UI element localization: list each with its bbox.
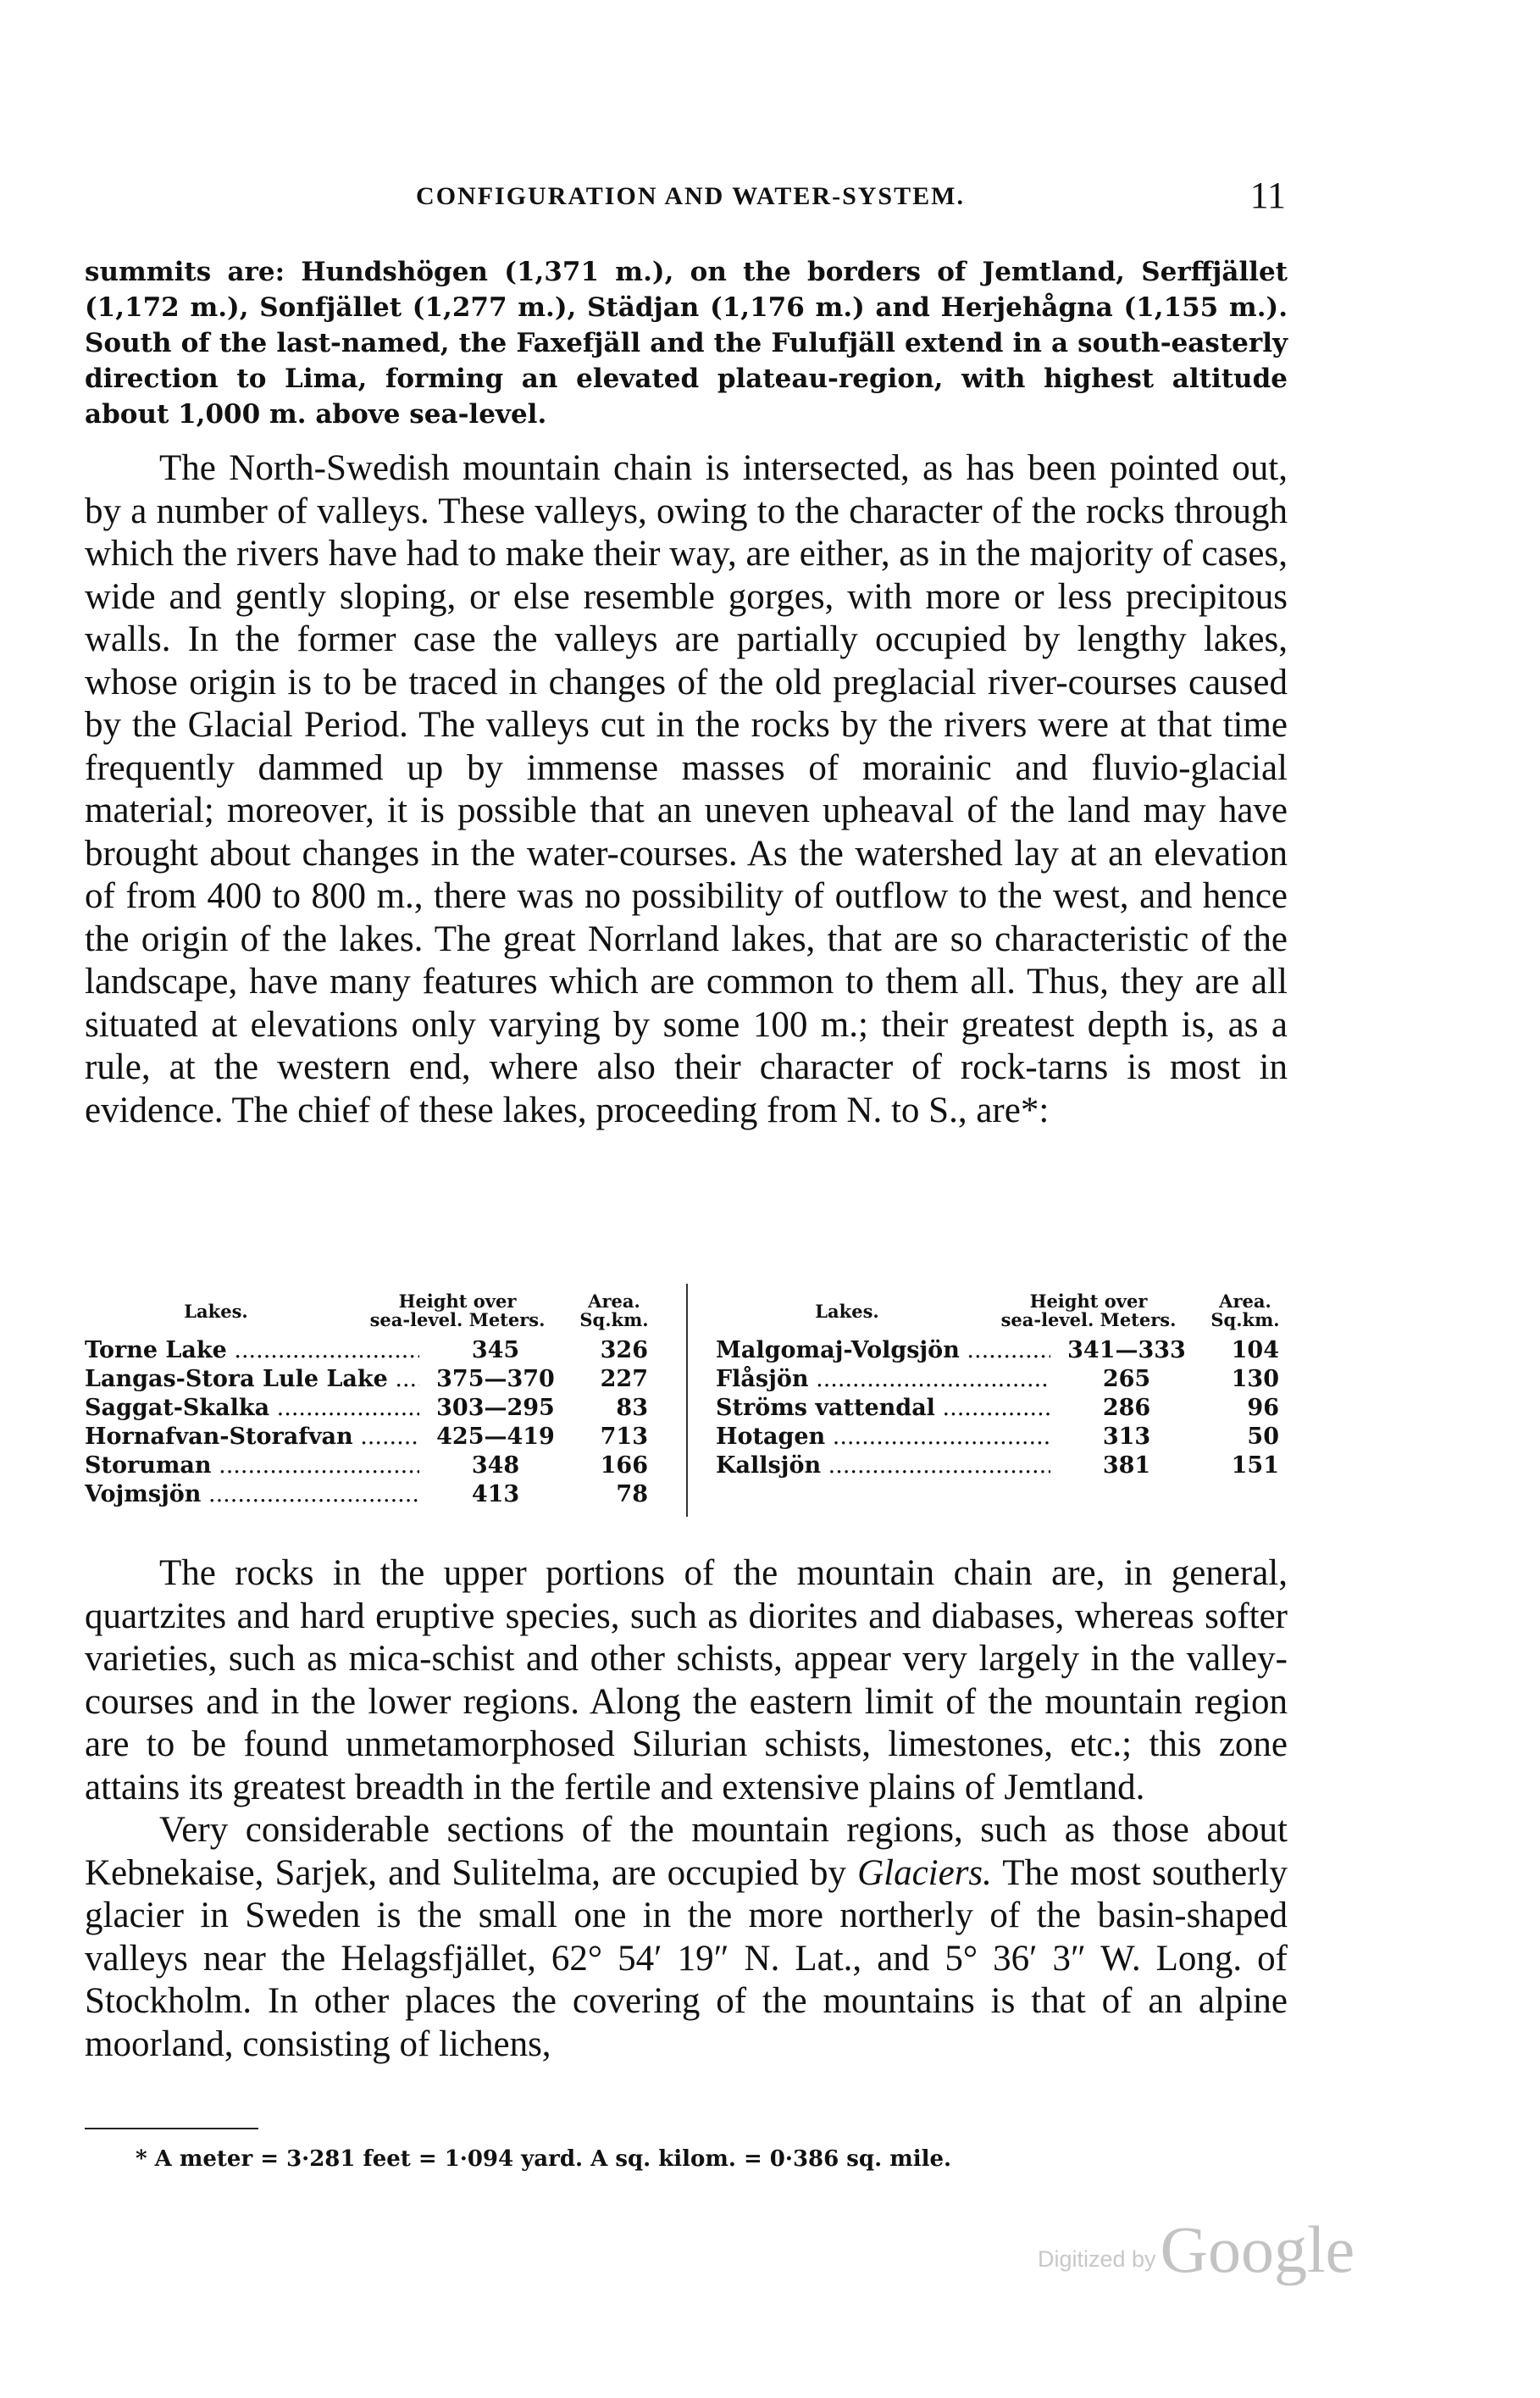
header-height-line2: sea-level. Meters. bbox=[1000, 1309, 1177, 1330]
paragraph-glaciers bbox=[85, 1809, 1288, 2066]
lake-height: 286 bbox=[1055, 1394, 1199, 1423]
header-height-line1: Height over bbox=[1029, 1291, 1148, 1312]
lake-name: Storuman ..... bbox=[85, 1452, 419, 1480]
body-text-before-table bbox=[85, 447, 1288, 1132]
lake-area: 151 bbox=[1231, 1452, 1279, 1479]
table-row bbox=[85, 1394, 656, 1423]
lake-name: Torne Lake ..... bbox=[85, 1336, 419, 1365]
table-row bbox=[85, 1423, 656, 1452]
lake-area: 50 bbox=[1247, 1424, 1279, 1450]
lake-area: 166 bbox=[600, 1452, 648, 1479]
watermark-prefix: Digitized by bbox=[1038, 2246, 1156, 2272]
lake-area: 713 bbox=[600, 1424, 648, 1450]
lake-name: Kallsjön ..... bbox=[716, 1452, 1050, 1480]
header-area-line1: Area. bbox=[1219, 1291, 1271, 1312]
lakes-table-right bbox=[716, 1284, 1288, 1480]
glaciers-text-start: Very considerable sections of the mountain regions, such as those about Kebnekaise, Sarjek, and Sulitelma, are occupied by bbox=[85, 1810, 1288, 1893]
table-row bbox=[85, 1365, 656, 1394]
glaciers-italic: Glaciers. bbox=[857, 1852, 992, 1893]
lead-paragraph-block bbox=[85, 254, 1288, 432]
lake-area: 227 bbox=[600, 1366, 648, 1392]
lake-height: 425—419 bbox=[424, 1423, 568, 1452]
lakes-table bbox=[85, 1284, 1288, 1517]
header-height bbox=[978, 1292, 1199, 1329]
table-row bbox=[716, 1423, 1288, 1452]
paragraph-rocks: The rocks in the upper portions of the mountain chain are, in general, quartzites and hard eruptive species, such as diorites and diabases, whereas softer varieties, such as mica-schist and other schists, appear very largely in the valley-courses and in the lower regions. Along the eastern limit of the mountain region are to be found unmetamorphosed Silurian schists, limestones, etc.; this zone attains its greatest breadth in the fertile and extensive plains of Jemtland. bbox=[85, 1553, 1288, 1807]
header-height-line2: sea-level. Meters. bbox=[369, 1309, 546, 1330]
digitized-watermark bbox=[1038, 2212, 1354, 2288]
lead-paragraph: summits are: Hundshögen (1,371 m.), on the borders of Jemtland, Serffjället (1,172 m.), Sonfjället (1,277 m.), Städjan (1,176 m.) and Herjehågna (1,155 m.). South of the last-named, the Faxefjäll and the Fulufjäll extend in a south-easterly direction to Lima, forming an elevated plateau-region, with highest altitude about 1,000 m. above sea-level. bbox=[85, 257, 1288, 430]
lake-height: 375—370 bbox=[424, 1365, 568, 1394]
lake-area: 96 bbox=[1247, 1395, 1279, 1421]
lake-area: 83 bbox=[616, 1395, 648, 1421]
lakes-table-left bbox=[85, 1284, 656, 1509]
running-title: CONFIGURATION AND WATER-SYSTEM. bbox=[416, 182, 965, 210]
table-row bbox=[716, 1452, 1288, 1480]
lake-height: 348 bbox=[424, 1452, 568, 1480]
footnote: * A meter = 3·281 feet = 1·094 yard. A sq. kilom. = 0·386 sq. mile. bbox=[136, 2146, 952, 2172]
header-height bbox=[347, 1292, 568, 1329]
lake-name: Ströms vattendal ..... bbox=[716, 1394, 1050, 1423]
table-row bbox=[85, 1480, 656, 1509]
lake-area: 130 bbox=[1231, 1366, 1279, 1392]
glaciers-text-end: The most southerly glacier in Sweden is the small one in the more northerly of the basin-shaped valleys near the Helagsfjället, 62° 54′ 19″ N. Lat., and 5° 36′ 3″ W. Long. of Stockholm. In other places the covering of the mountains is that of an alpine moorland, consisting of lichens, bbox=[85, 1852, 1288, 2064]
table-row bbox=[716, 1365, 1288, 1394]
lake-name: Saggat-Skalka ..... bbox=[85, 1394, 419, 1423]
header-area bbox=[1203, 1292, 1288, 1329]
table-row bbox=[716, 1394, 1288, 1423]
footnote-rule bbox=[85, 2128, 258, 2129]
lake-height: 413 bbox=[424, 1480, 568, 1509]
page-number: 11 bbox=[1249, 175, 1286, 216]
header-lakes: Lakes. bbox=[184, 1301, 248, 1322]
lake-name: Flåsjön ..... bbox=[716, 1365, 1050, 1394]
lake-height: 265 bbox=[1055, 1365, 1199, 1394]
table-row bbox=[85, 1336, 656, 1365]
header-area-line1: Area. bbox=[588, 1291, 640, 1312]
lake-height: 313 bbox=[1055, 1423, 1199, 1452]
table-row bbox=[85, 1452, 656, 1480]
lake-area: 78 bbox=[616, 1481, 648, 1507]
lake-area: 326 bbox=[600, 1337, 648, 1363]
lake-name: Hornafvan-Storafvan ..... bbox=[85, 1423, 419, 1452]
paragraph-valleys: The North-Swedish mountain chain is intersected, as has been pointed out, by a number of valleys. These valleys, owing to the character of the rocks through which the rivers have had to make their way, are either, as in the majority of cases, wide and gently sloping, or else resemble gorges, with more or less precipitous walls. In the former case the valleys are partially occupied by lengthy lakes, whose origin is to be traced in changes of the old preglacial river-courses caused by the Glacial Period. The valleys cut in the rocks by the rivers were at that time frequently dammed up by immense masses of morainic and fluvio-glacial material; moreover, it is possible that an uneven upheaval of the land may have brought about changes in the water-courses. As the watershed lay at an elevation of from 400 to 800 m., there was no possibility of outflow to the west, and hence the origin of the lakes. The great Norrland lakes, that are so characteristic of the landscape, have many features which are common to them all. Thus, they are all situated at elevations only varying by some 100 m.; their greatest depth is, as a rule, at the western end, where also their character of rock-tarns is most in evidence. The chief of these lakes, proceeding from N. to S., are*: bbox=[85, 448, 1288, 1130]
table-divider bbox=[686, 1284, 688, 1517]
lake-height: 381 bbox=[1055, 1452, 1199, 1480]
lake-name: Hotagen ..... bbox=[716, 1423, 1050, 1452]
body-text-after-table bbox=[85, 1552, 1288, 2066]
header-height-line1: Height over bbox=[398, 1291, 517, 1312]
header-lakes: Lakes. bbox=[815, 1301, 879, 1322]
lake-height: 303—295 bbox=[424, 1394, 568, 1423]
lake-name: Vojmsjön ..... bbox=[85, 1480, 419, 1509]
lake-area: 104 bbox=[1231, 1337, 1279, 1363]
lake-name: Langas-Stora Lule Lake ..... bbox=[85, 1365, 419, 1394]
lake-name: Malgomaj-Volgsjön ..... bbox=[716, 1336, 1050, 1365]
watermark-logo: Google bbox=[1160, 2212, 1355, 2286]
header-area-line2: Sq.km. bbox=[1210, 1309, 1280, 1330]
table-header bbox=[716, 1284, 1288, 1336]
table-row bbox=[716, 1336, 1288, 1365]
lake-height: 341—333 bbox=[1055, 1336, 1199, 1365]
table-header bbox=[85, 1284, 656, 1336]
header-area bbox=[572, 1292, 656, 1329]
header-area-line2: Sq.km. bbox=[579, 1309, 649, 1330]
lake-height: 345 bbox=[424, 1336, 568, 1365]
